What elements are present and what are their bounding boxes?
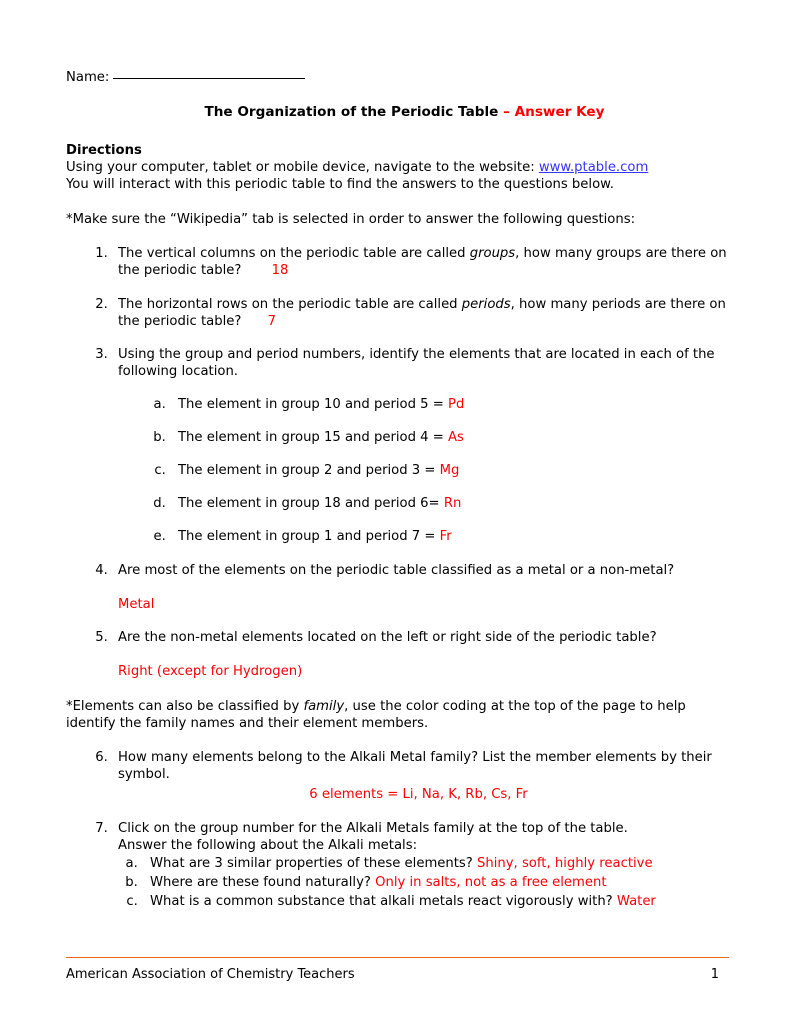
question-3-sub-d: [170, 496, 729, 513]
question-2-text-a: The horizontal rows on the periodic table are called: [118, 296, 462, 312]
wikipedia-tab-note: *Make sure the “Wikipedia” tab is selected in order to answer the following questions:: [66, 211, 636, 227]
question-6: [112, 750, 729, 804]
question-2-answer: 7: [267, 313, 276, 329]
page-footer: [66, 957, 729, 984]
footer-organization: American Association of Chemistry Teachers: [66, 967, 355, 983]
question-7-sub-a-text: What are 3 similar properties of these elements?: [150, 856, 477, 872]
question-7-sub-c: [142, 894, 729, 911]
question-5-answer: Right (except for Hydrogen): [118, 664, 303, 680]
question-7-text-b: Answer the following about the Alkali metals:: [118, 837, 418, 853]
question-3-sub-c-answer: Mg: [439, 462, 460, 478]
name-label: Name:: [66, 70, 110, 85]
question-5: [112, 630, 729, 681]
question-3-sub-b-text: The element in group 15 and period 4 =: [178, 430, 448, 446]
family-note-text-b: , use the color coding at the top of the page to help identify the family names and their element members.: [66, 699, 686, 732]
directions-line-2: You will interact with this periodic table to find the answers to the questions below.: [66, 177, 614, 193]
question-3-sub-a: [170, 397, 729, 414]
question-3-sub-e-answer: Fr: [439, 528, 452, 544]
question-7-sub-b: [142, 875, 729, 892]
family-note: [66, 699, 729, 733]
question-1-italic-term: groups: [469, 245, 516, 261]
footer-row: [66, 967, 729, 984]
questions-list: [66, 246, 729, 681]
question-1-answer: 18: [271, 262, 289, 278]
page-title: [80, 104, 729, 121]
question-6-answer: 6 elements = Li, Na, K, Rb, Cs, Fr: [309, 786, 528, 802]
ptable-link[interactable]: www.ptable.com: [538, 160, 649, 176]
name-blank-line[interactable]: [113, 78, 305, 79]
question-2-text-b: , how many periods are there on the periodic table?: [118, 296, 726, 329]
question-3-sub-a-answer: Pd: [448, 397, 465, 413]
question-1-text-b: , how many groups are there on the periodic table?: [118, 245, 727, 278]
question-3-sub-c: [170, 463, 729, 480]
footer-page-number: 1: [710, 967, 719, 983]
question-7-text-a: Click on the group number for the Alkali Metals family at the top of the table.: [118, 820, 628, 836]
question-3-sub-b-answer: As: [448, 430, 464, 446]
question-3-sub-c-text: The element in group 2 and period 3 =: [178, 462, 440, 478]
question-7-sub-b-answer: Only in salts, not as a free element: [375, 875, 607, 891]
question-7-sub-a: [142, 856, 729, 873]
page-title-main: The Organization of the Periodic Table: [204, 103, 499, 120]
question-1-text-a: The vertical columns on the periodic table are called: [118, 245, 470, 261]
page-title-dash: –: [498, 103, 515, 120]
question-3-sub-d-answer: Rn: [443, 495, 462, 511]
question-7-sub-c-text: What is a common substance that alkali metals react vigorously with?: [150, 894, 617, 910]
question-4-text: Are most of the elements on the periodic table classified as a metal or a non-metal?: [118, 562, 675, 578]
directions-heading: Directions: [66, 143, 142, 159]
question-7: [112, 821, 729, 911]
name-field-line: [66, 70, 729, 87]
question-5-text: Are the non-metal elements located on the left or right side of the periodic table?: [118, 630, 657, 646]
family-note-text-a: *Elements can also be classified by: [66, 699, 304, 715]
question-3-text: Using the group and period numbers, identify the elements that are located in each of the following location.: [118, 347, 715, 380]
question-7-sub-c-answer: Water: [616, 894, 656, 910]
question-4: [112, 563, 729, 614]
question-7-sub-a-answer: Shiny, soft, highly reactive: [477, 856, 653, 872]
directions-text-before-url: Using your computer, tablet or mobile device, navigate to the website:: [66, 160, 539, 176]
footer-rule: [66, 957, 729, 958]
question-2-italic-term: periods: [461, 296, 511, 312]
question-3: [112, 347, 729, 545]
questions-list-continued: [66, 750, 729, 911]
question-3-sub-e: [170, 529, 729, 546]
question-7-subitems: [118, 856, 729, 911]
question-2: [112, 297, 729, 331]
question-3-sub-d-text: The element in group 18 and period 6=: [178, 495, 444, 511]
directions-line-1: [66, 160, 729, 177]
question-3-sub-b: [170, 430, 729, 447]
question-3-sub-e-text: The element in group 1 and period 7 =: [178, 528, 440, 544]
page-title-answer-key: Answer Key: [514, 103, 605, 120]
question-1: [112, 246, 729, 280]
question-6-text: How many elements belong to the Alkali Metal family? List the member elements by their symbol.: [118, 749, 712, 782]
family-note-italic-term: family: [303, 699, 345, 715]
question-4-answer: Metal: [118, 596, 155, 612]
question-3-sub-a-text: The element in group 10 and period 5 =: [178, 397, 448, 413]
question-7-sub-b-text: Where are these found naturally?: [150, 875, 376, 891]
question-3-subitems: [118, 397, 729, 545]
